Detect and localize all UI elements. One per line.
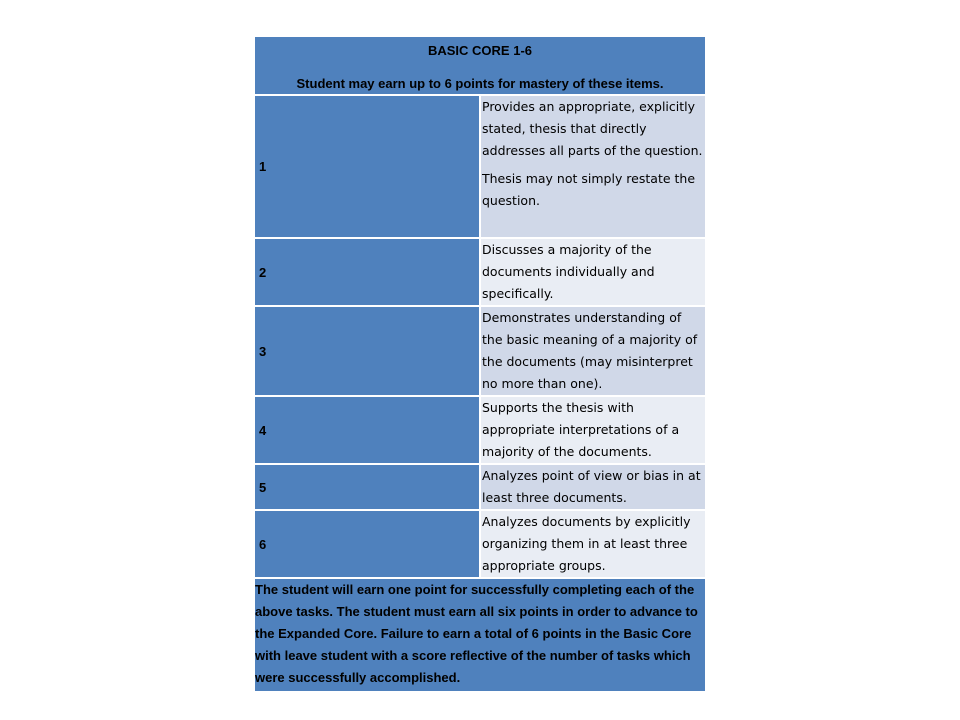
footer-row bbox=[255, 578, 705, 691]
row-number: 3 bbox=[255, 306, 480, 396]
rubric-row-4 bbox=[255, 396, 705, 464]
criterion-text: Provides an appropriate, explicitly stated, thesis that directly addresses all parts of the question. bbox=[482, 99, 703, 158]
row-criterion: Discusses a majority of the documents individually and specifically. bbox=[480, 238, 705, 306]
header-title: BASIC CORE 1-6 bbox=[427, 43, 533, 58]
header-cell bbox=[255, 37, 705, 95]
row-criterion bbox=[480, 95, 705, 238]
rubric-row-5 bbox=[255, 464, 705, 510]
row-number: 6 bbox=[255, 510, 480, 578]
row-number: 5 bbox=[255, 464, 480, 510]
row-criterion: Demonstrates understanding of the basic meaning of a majority of the documents (may misinterpret no more than one). bbox=[480, 306, 705, 396]
rubric-row-2 bbox=[255, 238, 705, 306]
row-criterion: Analyzes point of view or bias in at least three documents. bbox=[480, 464, 705, 510]
footer-note: The student will earn one point for successfully completing each of the above tasks. The student must earn all six points in order to advance to the Expanded Core. Failure to earn a total of 6 points in the Basic Core with leave student with a score reflective of the number of tasks which were successfully accomplished. bbox=[255, 578, 705, 691]
criterion-note: Thesis may not simply restate the question. bbox=[482, 171, 696, 208]
row-criterion: Supports the thesis with appropriate interpretations of a majority of the documents. bbox=[480, 396, 705, 464]
row-number: 2 bbox=[255, 238, 480, 306]
header-subtitle: Student may earn up to 6 points for mastery of these items. bbox=[296, 76, 664, 91]
rubric-row-3 bbox=[255, 306, 705, 396]
basic-core-rubric-table bbox=[255, 37, 705, 691]
rubric-row-6 bbox=[255, 510, 705, 578]
rubric-row-1 bbox=[255, 95, 705, 238]
row-criterion: Analyzes documents by explicitly organizing them in at least three appropriate groups. bbox=[480, 510, 705, 578]
row-number: 4 bbox=[255, 396, 480, 464]
row-number: 1 bbox=[255, 95, 480, 238]
header-row bbox=[255, 37, 705, 95]
